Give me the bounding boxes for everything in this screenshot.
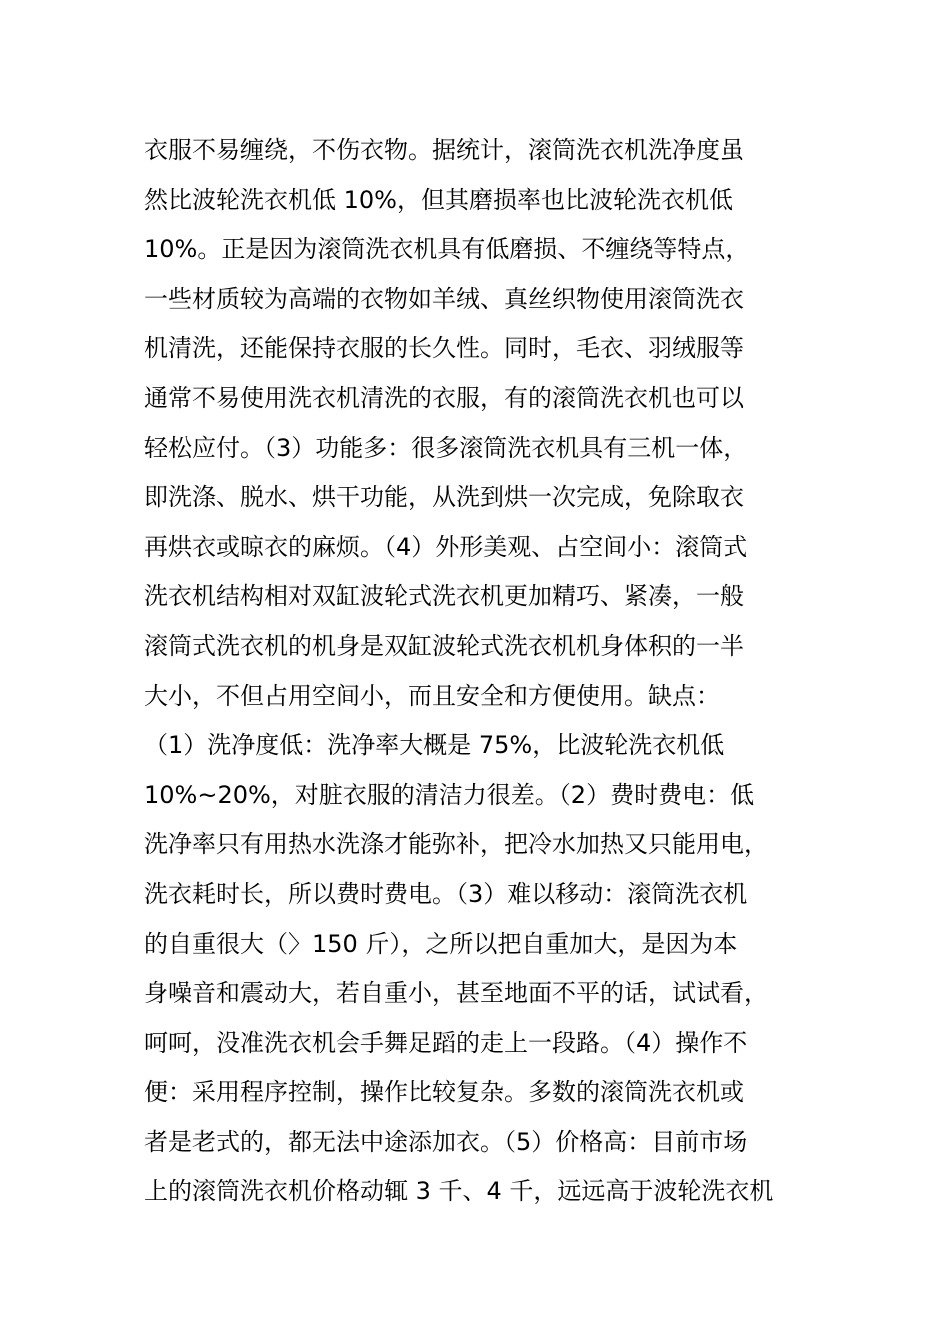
text-line: 洗衣耗时长，所以费时费电。（3）难以移动：滚筒洗衣机: [144, 879, 748, 908]
text-line: 10%~20%，对脏衣服的清洁力很差。（2）费时费电：低: [144, 780, 755, 809]
body-text: [144, 126, 824, 1217]
text-line: 洗净率只有用热水洗涤才能弥补，把冷水加热又只能用电，: [144, 830, 768, 859]
text-line: 呵呵，没准洗衣机会手舞足蹈的走上一段路。（4）操作不: [144, 1028, 748, 1057]
text-line: 再烘衣或晾衣的麻烦。（4）外形美观、占空间小：滚筒式: [144, 532, 748, 561]
text-line: 即洗涤、脱水、烘干功能，从洗到烘一次完成，免除取衣: [144, 483, 744, 512]
text-line: 大小，不但占用空间小，而且安全和方便使用。缺点：: [144, 681, 720, 710]
text-line: 滚筒式洗衣机的机身是双缸波轮式洗衣机机身体积的一半: [144, 631, 744, 660]
text-line: 身噪音和震动大，若自重小，甚至地面不平的话，试试看，: [144, 979, 768, 1008]
text-line: 然比波轮洗衣机低 10%，但其磨损率也比波轮洗衣机低: [144, 185, 733, 214]
text-line: 上的滚筒洗衣机价格动辄 3 千、4 千，远远高于波轮洗衣机: [144, 1177, 774, 1206]
text-line: 一些材质较为高端的衣物如羊绒、真丝织物使用滚筒洗衣: [144, 284, 744, 313]
text-line: 洗衣机结构相对双缸波轮式洗衣机更加精巧、紧凑，一般: [144, 582, 744, 611]
text-line: 的自重很大（〉150 斤），之所以把自重加大，是因为本: [144, 929, 738, 958]
text-line: 衣服不易缠绕，不伤衣物。据统计，滚筒洗衣机洗净度虽: [144, 136, 744, 164]
text-line: 通常不易使用洗衣机清洗的衣服，有的滚筒洗衣机也可以: [144, 383, 744, 412]
text-line: 机清洗，还能保持衣服的长久性。同时，毛衣、羽绒服等: [144, 334, 744, 363]
text-line: 者是老式的，都无法中途添加衣。（5）价格高：目前市场: [144, 1127, 748, 1156]
text-line: 便：采用程序控制，操作比较复杂。多数的滚筒洗衣机或: [144, 1078, 744, 1107]
text-line: （1）洗净度低：洗净率大概是 75%，比波轮洗衣机低: [144, 731, 725, 760]
text-line: 轻松应付。（3）功能多：很多滚筒洗衣机具有三机一体，: [144, 433, 748, 462]
text-line: 10%。正是因为滚筒洗衣机具有低磨损、不缠绕等特点，: [144, 235, 750, 264]
